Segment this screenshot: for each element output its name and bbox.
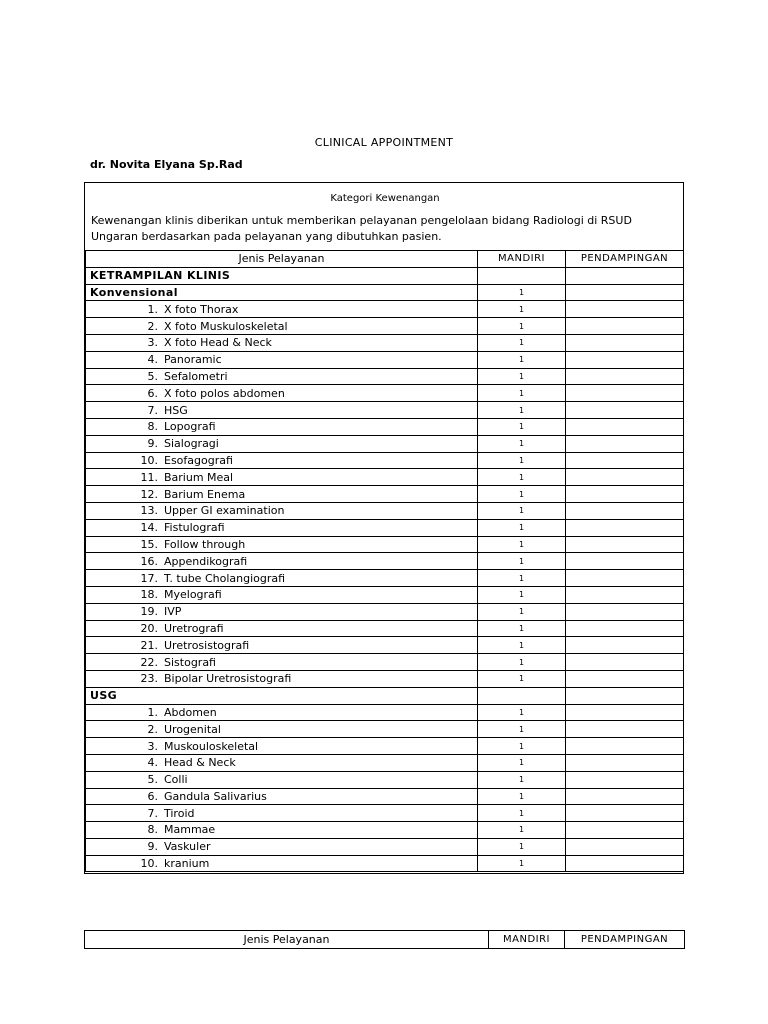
table-row xyxy=(86,738,684,755)
service-cell xyxy=(86,452,478,469)
item-label: Uretrografi xyxy=(164,621,224,635)
item-label: Sefalometri xyxy=(164,369,228,383)
pendampingan-cell xyxy=(566,334,684,351)
second-table-header-row xyxy=(85,931,685,949)
service-cell xyxy=(86,805,478,822)
pendampingan-cell xyxy=(566,637,684,654)
item-label: X foto Head & Neck xyxy=(164,336,272,350)
item-label: Barium Meal xyxy=(164,470,234,484)
item-number: 13. xyxy=(140,504,158,518)
mandiri-cell: 1 xyxy=(478,738,566,755)
item-label: IVP xyxy=(164,605,182,619)
service-cell xyxy=(86,486,478,503)
pendampingan-cell xyxy=(566,620,684,637)
pendampingan-cell xyxy=(566,721,684,738)
mandiri-cell: 1 xyxy=(478,788,566,805)
pendampingan-cell xyxy=(566,788,684,805)
item-label: X foto Muskuloskeletal xyxy=(164,319,288,333)
service-cell xyxy=(86,620,478,637)
item-number: 23. xyxy=(140,672,158,686)
pendampingan-cell xyxy=(566,654,684,671)
table-row xyxy=(86,754,684,771)
service-cell xyxy=(86,738,478,755)
mandiri-cell: 1 xyxy=(478,334,566,351)
pendampingan-cell xyxy=(566,402,684,419)
service-cell xyxy=(86,654,478,671)
service-cell xyxy=(86,754,478,771)
table-row xyxy=(86,469,684,486)
table-row xyxy=(86,318,684,335)
mandiri-cell: 1 xyxy=(478,721,566,738)
mandiri-cell: 1 xyxy=(478,586,566,603)
table-row xyxy=(86,402,684,419)
second-header-pendampingan: PENDAMPINGAN xyxy=(565,931,685,949)
item-number: 7. xyxy=(147,806,158,820)
item-label: Colli xyxy=(164,773,188,787)
pendampingan-cell xyxy=(566,351,684,368)
item-label: Muskouloskeletal xyxy=(164,739,259,753)
service-cell xyxy=(86,402,478,419)
pendampingan-cell xyxy=(566,318,684,335)
item-label: Mammae xyxy=(164,823,216,837)
table-row xyxy=(86,351,684,368)
item-label: Urogenital xyxy=(164,722,221,736)
table-row xyxy=(86,502,684,519)
item-label: Barium Enema xyxy=(164,487,246,501)
section-row xyxy=(86,687,684,704)
service-cell xyxy=(86,502,478,519)
pendampingan-cell xyxy=(566,754,684,771)
item-number: 9. xyxy=(147,437,158,451)
mandiri-cell: 1 xyxy=(478,469,566,486)
item-number: 17. xyxy=(140,571,158,585)
table-row xyxy=(86,418,684,435)
item-number: 7. xyxy=(147,403,158,417)
table-row xyxy=(86,822,684,839)
item-number: 3. xyxy=(147,739,158,753)
pendampingan-cell xyxy=(566,486,684,503)
mandiri-cell: 1 xyxy=(478,704,566,721)
table-row xyxy=(86,855,684,872)
service-cell xyxy=(86,553,478,570)
mandiri-cell: 1 xyxy=(478,301,566,318)
table-row xyxy=(86,553,684,570)
item-label: Myelografi xyxy=(164,588,222,602)
table-row xyxy=(86,368,684,385)
table-row xyxy=(86,654,684,671)
item-label: T. tube Cholangiografi xyxy=(164,571,286,585)
section-label: Konvensional xyxy=(86,284,478,301)
item-number: 4. xyxy=(147,353,158,367)
mandiri-cell: 1 xyxy=(478,570,566,587)
item-number: 10. xyxy=(140,453,158,467)
header-jenis-pelayanan: Jenis Pelayanan xyxy=(86,251,478,268)
service-cell xyxy=(86,838,478,855)
pendampingan-cell xyxy=(566,586,684,603)
pendampingan-cell xyxy=(566,771,684,788)
service-cell xyxy=(86,334,478,351)
section-label: USG xyxy=(86,687,478,704)
item-label: Vaskuler xyxy=(164,840,211,854)
item-label: X foto polos abdomen xyxy=(164,386,285,400)
table-row xyxy=(86,452,684,469)
pendampingan-cell xyxy=(566,502,684,519)
service-cell xyxy=(86,519,478,536)
service-cell xyxy=(86,570,478,587)
item-number: 2. xyxy=(147,722,158,736)
table-row xyxy=(86,788,684,805)
mandiri-cell: 1 xyxy=(478,805,566,822)
clinical-appointment-box xyxy=(84,182,684,874)
table-row xyxy=(86,435,684,452)
mandiri-cell xyxy=(478,267,566,284)
header-pendampingan: PENDAMPINGAN xyxy=(566,251,684,268)
item-number: 5. xyxy=(147,369,158,383)
pendampingan-cell xyxy=(566,435,684,452)
pendampingan-cell xyxy=(566,418,684,435)
item-label: X foto Thorax xyxy=(164,302,239,316)
item-number: 3. xyxy=(147,336,158,350)
service-cell xyxy=(86,771,478,788)
pendampingan-cell xyxy=(566,805,684,822)
mandiri-cell: 1 xyxy=(478,855,566,872)
item-number: 16. xyxy=(140,554,158,568)
category-title: Kategori Kewenangan xyxy=(330,193,440,204)
service-cell xyxy=(86,822,478,839)
item-number: 21. xyxy=(140,638,158,652)
item-number: 6. xyxy=(147,386,158,400)
service-cell xyxy=(86,704,478,721)
item-number: 8. xyxy=(147,420,158,434)
table-header-row xyxy=(86,251,684,268)
item-label: Panoramic xyxy=(164,353,222,367)
mandiri-cell: 1 xyxy=(478,620,566,637)
item-number: 4. xyxy=(147,756,158,770)
second-table-box xyxy=(84,930,684,950)
item-number: 6. xyxy=(147,789,158,803)
item-label: Esofagografi xyxy=(164,453,233,467)
mandiri-cell: 1 xyxy=(478,284,566,301)
mandiri-cell: 1 xyxy=(478,553,566,570)
item-number: 2. xyxy=(147,319,158,333)
item-label: Head & Neck xyxy=(164,756,236,770)
item-label: Lopografi xyxy=(164,420,216,434)
item-label: Sistografi xyxy=(164,655,216,669)
table-row xyxy=(86,721,684,738)
pendampingan-cell xyxy=(566,670,684,687)
service-cell xyxy=(86,469,478,486)
table-row xyxy=(86,620,684,637)
item-number: 10. xyxy=(140,857,158,871)
pendampingan-cell xyxy=(566,704,684,721)
service-cell xyxy=(86,318,478,335)
section-row xyxy=(86,284,684,301)
table-row xyxy=(86,385,684,402)
table-row xyxy=(86,301,684,318)
mandiri-cell: 1 xyxy=(478,435,566,452)
mandiri-cell: 1 xyxy=(478,452,566,469)
doctor-name: dr. Novita Elyana Sp.Rad xyxy=(90,158,243,171)
table-row xyxy=(86,486,684,503)
service-cell xyxy=(86,368,478,385)
service-cell xyxy=(86,637,478,654)
item-number: 15. xyxy=(140,537,158,551)
item-number: 1. xyxy=(147,705,158,719)
item-label: Bipolar Uretrosistografi xyxy=(164,672,292,686)
item-number: 5. xyxy=(147,773,158,787)
mandiri-cell: 1 xyxy=(478,385,566,402)
service-cell xyxy=(86,855,478,872)
mandiri-cell: 1 xyxy=(478,368,566,385)
item-number: 18. xyxy=(140,588,158,602)
item-label: Tiroid xyxy=(164,806,195,820)
pendampingan-cell xyxy=(566,368,684,385)
service-cell xyxy=(86,385,478,402)
service-cell xyxy=(86,536,478,553)
pendampingan-cell xyxy=(566,855,684,872)
item-number: 20. xyxy=(140,621,158,635)
second-header-mandiri: MANDIRI xyxy=(489,931,565,949)
pendampingan-cell xyxy=(566,301,684,318)
item-label: Appendikografi xyxy=(164,554,248,568)
item-label: Sialogragi xyxy=(164,437,219,451)
service-cell xyxy=(86,603,478,620)
service-cell xyxy=(86,788,478,805)
document-title: CLINICAL APPOINTMENT xyxy=(314,136,454,149)
mandiri-cell: 1 xyxy=(478,519,566,536)
table-row xyxy=(86,570,684,587)
item-label: kranium xyxy=(164,857,210,871)
pendampingan-cell xyxy=(566,687,684,704)
mandiri-cell: 1 xyxy=(478,402,566,419)
item-number: 1. xyxy=(147,302,158,316)
pendampingan-cell xyxy=(566,822,684,839)
second-header-jenis-pelayanan: Jenis Pelayanan xyxy=(85,931,489,949)
mandiri-cell: 1 xyxy=(478,822,566,839)
category-description: Kewenangan klinis diberikan untuk memberikan pelayanan pengelolaan bidang Radiologi di RSUD Ungaran berdasarkan pada pelayanan yang dibutuhkan pasien. xyxy=(91,214,632,243)
table-row xyxy=(86,771,684,788)
mandiri-cell: 1 xyxy=(478,502,566,519)
item-number: 12. xyxy=(140,487,158,501)
item-label: Upper GI examination xyxy=(164,504,285,518)
table-row xyxy=(86,603,684,620)
table-row xyxy=(86,838,684,855)
item-number: 9. xyxy=(147,840,158,854)
mandiri-cell: 1 xyxy=(478,536,566,553)
mandiri-cell: 1 xyxy=(478,637,566,654)
pendampingan-cell xyxy=(566,603,684,620)
item-label: Follow through xyxy=(164,537,246,551)
header-mandiri: MANDIRI xyxy=(478,251,566,268)
pendampingan-cell xyxy=(566,738,684,755)
mandiri-cell: 1 xyxy=(478,754,566,771)
pendampingan-cell xyxy=(566,519,684,536)
service-cell xyxy=(86,670,478,687)
services-table xyxy=(85,250,684,872)
pendampingan-cell xyxy=(566,267,684,284)
item-label: Gandula Salivarius xyxy=(164,789,267,803)
second-services-table xyxy=(84,930,685,949)
table-row xyxy=(86,704,684,721)
mandiri-cell: 1 xyxy=(478,318,566,335)
service-cell xyxy=(86,418,478,435)
table-row xyxy=(86,670,684,687)
service-cell xyxy=(86,721,478,738)
mandiri-cell xyxy=(478,687,566,704)
pendampingan-cell xyxy=(566,570,684,587)
item-label: Uretrosistografi xyxy=(164,638,250,652)
item-label: Fistulografi xyxy=(164,521,225,535)
table-row xyxy=(86,805,684,822)
table-row xyxy=(86,519,684,536)
item-number: 22. xyxy=(140,655,158,669)
service-cell xyxy=(86,586,478,603)
item-number: 8. xyxy=(147,823,158,837)
item-label: HSG xyxy=(164,403,188,417)
pendampingan-cell xyxy=(566,553,684,570)
table-row xyxy=(86,334,684,351)
section-label: KETRAMPILAN KLINIS xyxy=(86,267,478,284)
service-cell xyxy=(86,301,478,318)
mandiri-cell: 1 xyxy=(478,603,566,620)
table-row xyxy=(86,637,684,654)
item-number: 11. xyxy=(140,470,158,484)
service-cell xyxy=(86,351,478,368)
section-row xyxy=(86,267,684,284)
mandiri-cell: 1 xyxy=(478,486,566,503)
pendampingan-cell xyxy=(566,284,684,301)
mandiri-cell: 1 xyxy=(478,838,566,855)
service-cell xyxy=(86,435,478,452)
item-label: Abdomen xyxy=(164,705,217,719)
item-number: 14. xyxy=(140,521,158,535)
pendampingan-cell xyxy=(566,536,684,553)
mandiri-cell: 1 xyxy=(478,418,566,435)
pendampingan-cell xyxy=(566,385,684,402)
mandiri-cell: 1 xyxy=(478,654,566,671)
pendampingan-cell xyxy=(566,452,684,469)
mandiri-cell: 1 xyxy=(478,670,566,687)
pendampingan-cell xyxy=(566,838,684,855)
mandiri-cell: 1 xyxy=(478,351,566,368)
mandiri-cell: 1 xyxy=(478,771,566,788)
item-number: 19. xyxy=(140,605,158,619)
pendampingan-cell xyxy=(566,469,684,486)
table-row xyxy=(86,586,684,603)
table-row xyxy=(86,536,684,553)
